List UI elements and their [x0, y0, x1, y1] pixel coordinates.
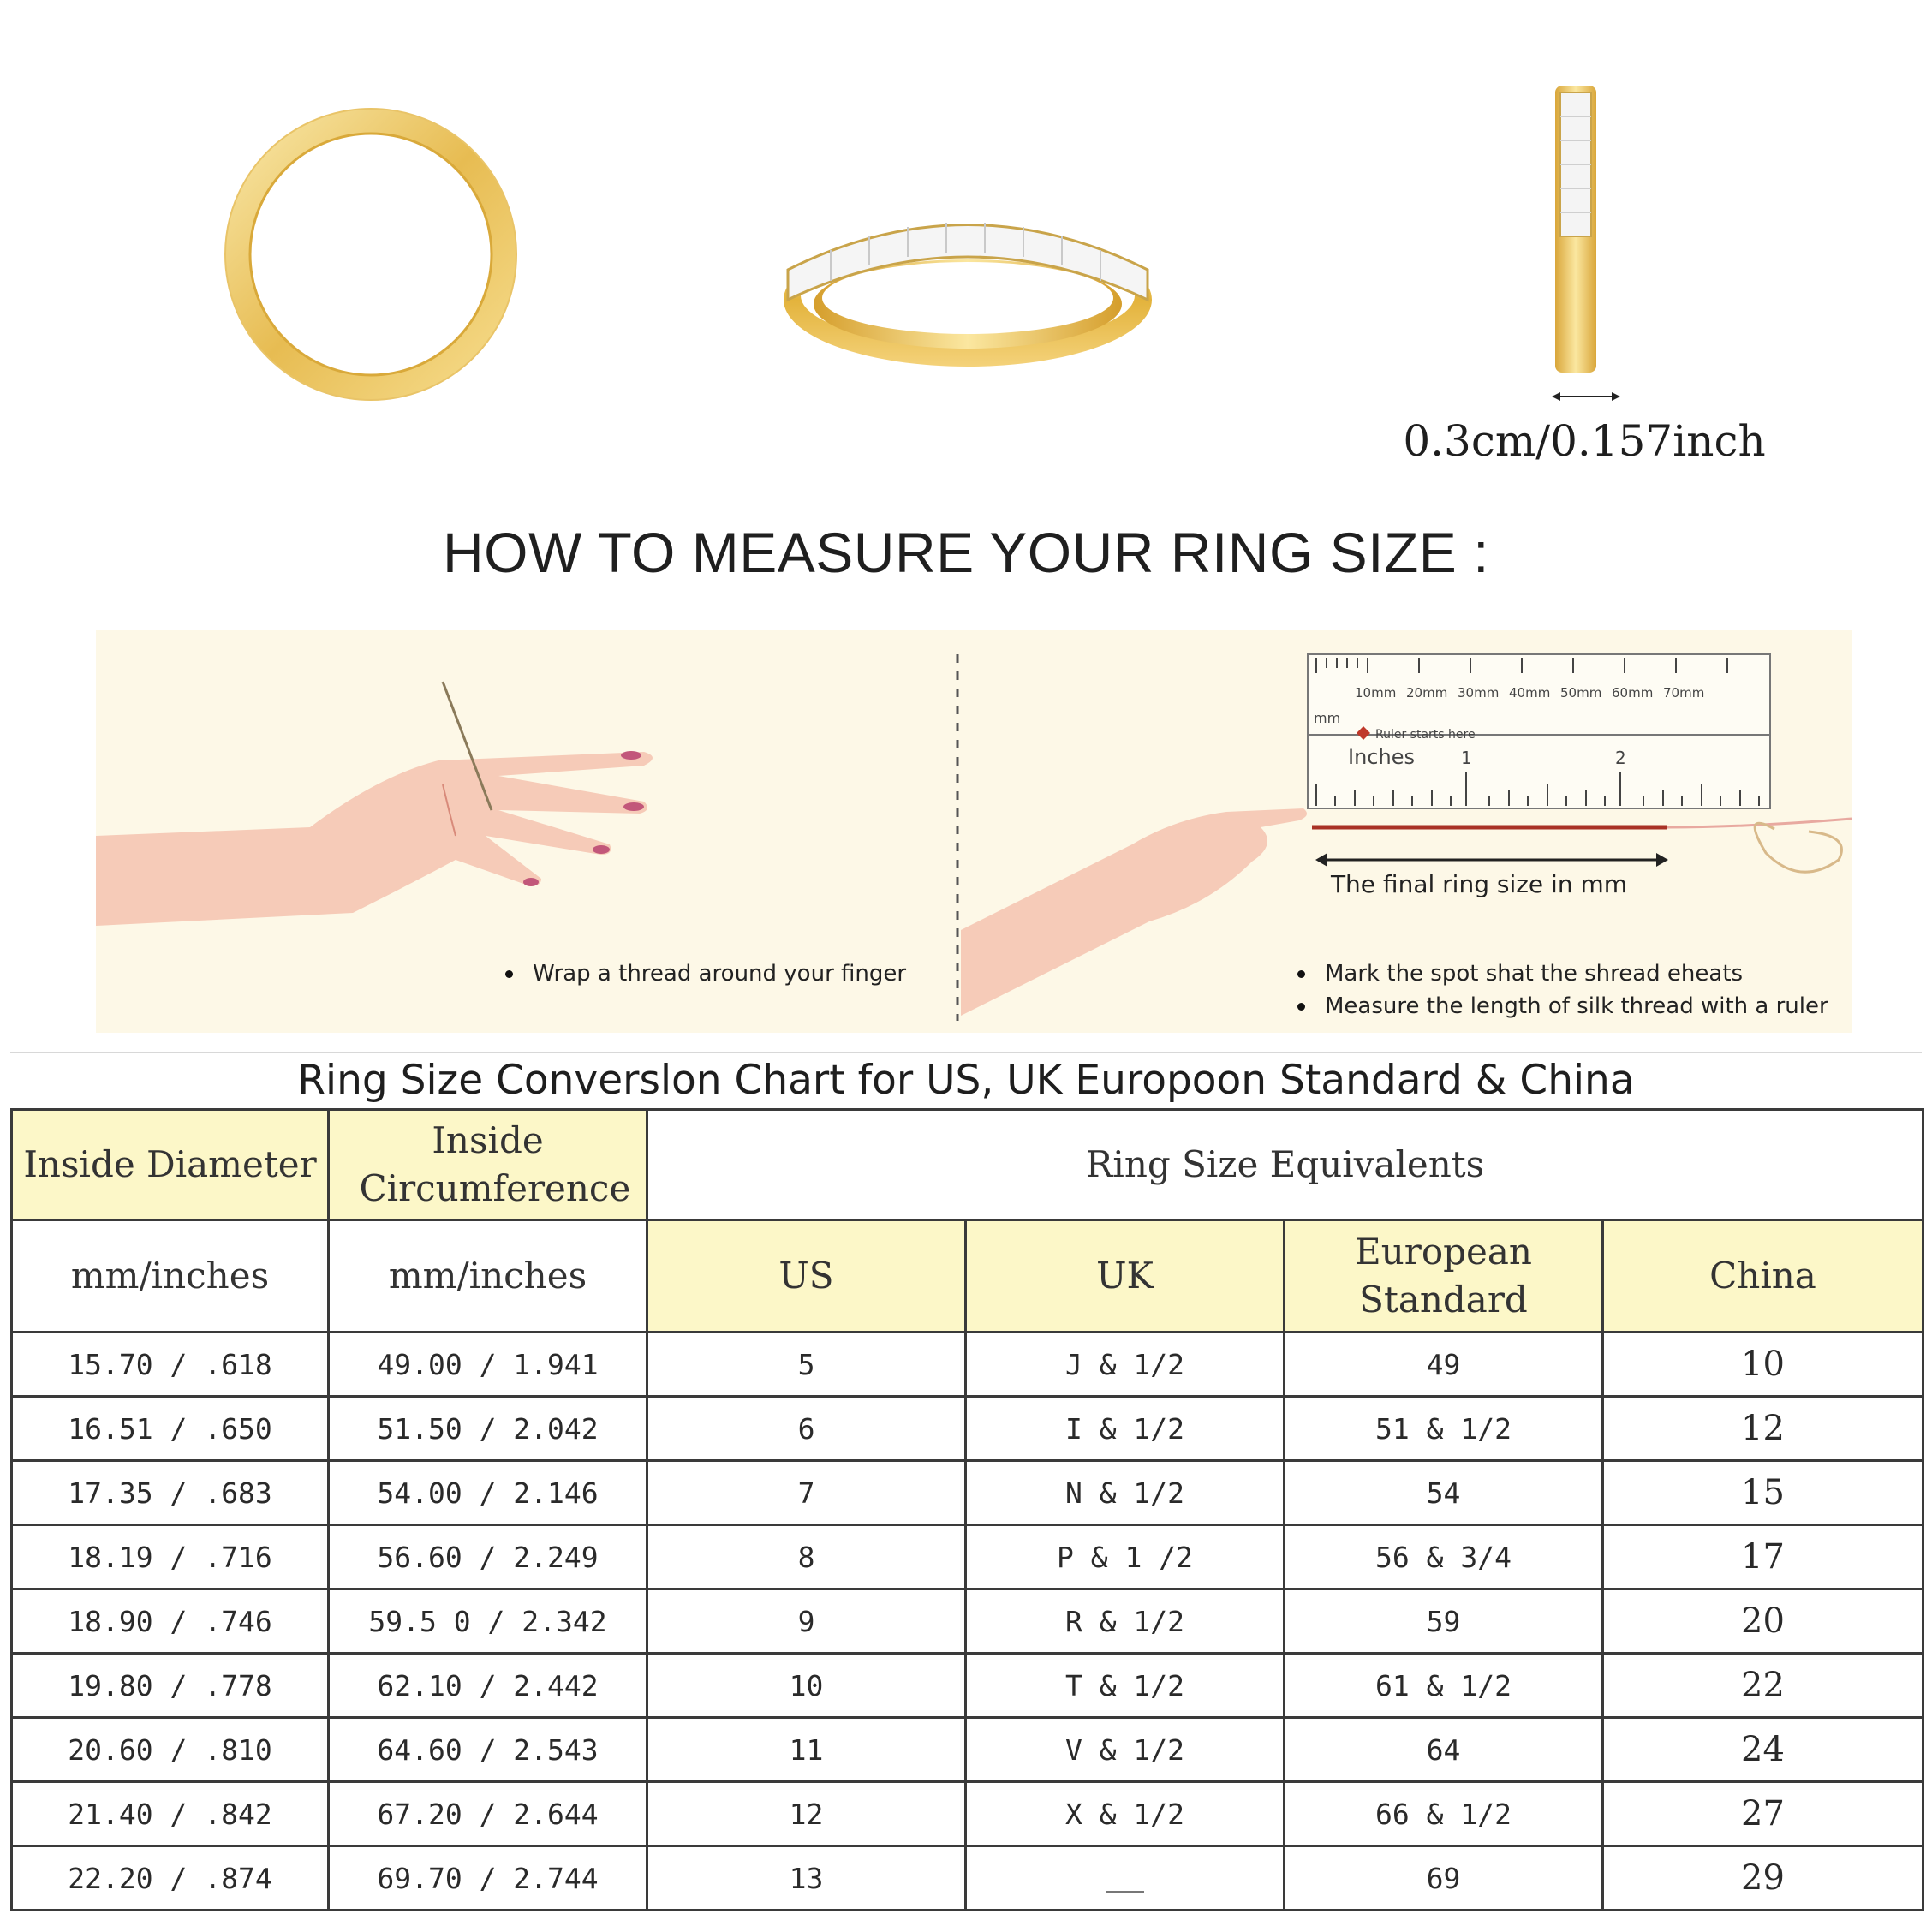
cell-china: 22 [1603, 1654, 1923, 1718]
table-row [12, 1782, 1923, 1846]
step-list-mark-measure [1291, 957, 1828, 1023]
table-header-row [12, 1110, 1923, 1220]
table-row [12, 1589, 1923, 1654]
no-size-dash [1106, 1891, 1144, 1893]
cell-china: 10 [1603, 1333, 1923, 1397]
cell-uk: N & 1/2 [966, 1461, 1285, 1525]
chart-title: Ring Size Converslon Chart for US, UK Europoon Standard & China [10, 1052, 1922, 1108]
cell-us: 12 [647, 1782, 966, 1846]
table-row [12, 1397, 1923, 1461]
ruler-mm-tick-30: 30mm [1458, 685, 1500, 701]
measure-instructions-panel [96, 630, 1852, 1033]
cell-european: 51 & 1/2 [1285, 1397, 1603, 1461]
ruler-inch-tick-1: 1 [1461, 748, 1472, 768]
cell-uk: J & 1/2 [966, 1333, 1285, 1397]
table-row [12, 1333, 1923, 1397]
table-row [12, 1718, 1923, 1782]
cell-china: 12 [1603, 1397, 1923, 1461]
final-size-arrow [1315, 853, 1668, 867]
ring-width-label: 0.3cm/0.157inch [1403, 416, 1766, 466]
ruler-mm-tick-40: 40mm [1509, 685, 1551, 701]
cell-circumference: 54.00 / 2.146 [329, 1461, 647, 1525]
cell-diameter: 19.80 / .778 [12, 1654, 329, 1718]
cell-china: 24 [1603, 1718, 1923, 1782]
ring-side-view-image [1550, 86, 1601, 377]
hand-with-ruler-illustration [961, 808, 1307, 1016]
cell-european: 61 & 1/2 [1285, 1654, 1603, 1718]
header-us: US [647, 1220, 966, 1333]
cell-circumference: 56.60 / 2.249 [329, 1525, 647, 1589]
table-row [12, 1654, 1923, 1718]
cell-uk: I & 1/2 [966, 1397, 1285, 1461]
cell-circumference: 69.70 / 2.744 [329, 1846, 647, 1911]
cell-us: 13 [647, 1846, 966, 1911]
cell-diameter: 18.19 / .716 [12, 1525, 329, 1589]
cell-circumference: 49.00 / 1.941 [329, 1333, 647, 1397]
step-wrap-thread: Wrap a thread around your finger [498, 957, 906, 990]
ruler-start-note: Ruler starts here [1375, 728, 1476, 742]
how-to-measure-heading: HOW TO MEASURE YOUR RING SIZE : [443, 521, 1489, 584]
cell-diameter: 17.35 / .683 [12, 1461, 329, 1525]
cell-uk [966, 1846, 1285, 1911]
ruler-illustration [1308, 654, 1770, 808]
hand-with-thread-illustration [96, 682, 653, 926]
ruler-mm-tick-10: 10mm [1355, 685, 1397, 701]
ring-product-views [0, 0, 1932, 497]
cell-us: 10 [647, 1654, 966, 1718]
ruler-mm-label: mm [1314, 710, 1341, 726]
cell-diameter: 22.20 / .874 [12, 1846, 329, 1911]
cell-china: 27 [1603, 1782, 1923, 1846]
cell-european: 49 [1285, 1333, 1603, 1397]
step-list-wrap [498, 957, 906, 990]
ruler-mm-tick-50: 50mm [1560, 685, 1602, 701]
ring-width-arrow [1552, 390, 1620, 403]
cell-european: 56 & 3/4 [1285, 1525, 1603, 1589]
cell-diameter: 15.70 / .618 [12, 1333, 329, 1397]
ruler-mm-tick-70: 70mm [1663, 685, 1705, 701]
table-subheader-row [12, 1220, 1923, 1333]
cell-china: 15 [1603, 1461, 1923, 1525]
cell-us: 11 [647, 1718, 966, 1782]
cell-european: 59 [1285, 1589, 1603, 1654]
cell-uk: T & 1/2 [966, 1654, 1285, 1718]
ruler-inch-tick-2: 2 [1615, 748, 1626, 768]
cell-us: 5 [647, 1333, 966, 1397]
table-row [12, 1846, 1923, 1911]
header-inside-circumference [329, 1110, 647, 1220]
cell-us: 6 [647, 1397, 966, 1461]
cell-diameter: 18.90 / .746 [12, 1589, 329, 1654]
cell-us: 7 [647, 1461, 966, 1525]
ruler-mm-tick-60: 60mm [1612, 685, 1654, 701]
header-uk: UK [966, 1220, 1285, 1333]
header-inside-circumference-label: Inside Circumference [359, 1119, 631, 1209]
cell-china: 29 [1603, 1846, 1923, 1911]
cell-diameter: 16.51 / .650 [12, 1397, 329, 1461]
cell-circumference: 64.60 / 2.543 [329, 1718, 647, 1782]
cell-diameter: 20.60 / .810 [12, 1718, 329, 1782]
cell-uk: X & 1/2 [966, 1782, 1285, 1846]
cell-us: 9 [647, 1589, 966, 1654]
ruler-mm-tick-20: 20mm [1406, 685, 1448, 701]
cell-circumference: 67.20 / 2.644 [329, 1782, 647, 1846]
cell-circumference: 51.50 / 2.042 [329, 1397, 647, 1461]
cell-uk: P & 1 /2 [966, 1525, 1285, 1589]
size-table [10, 1108, 1924, 1911]
cell-uk: R & 1/2 [966, 1589, 1285, 1654]
step-mark-spot: Mark the spot shat the shread eheats [1291, 957, 1828, 990]
header-ring-size-equivalents: Ring Size Equivalents [647, 1110, 1923, 1220]
cell-china: 20 [1603, 1589, 1923, 1654]
step-measure-thread: Measure the length of silk thread with a ruler [1291, 990, 1828, 1023]
cell-european: 54 [1285, 1461, 1603, 1525]
header-circumference-unit: mm/inches [329, 1220, 647, 1333]
ruler-inches-label: Inches [1348, 745, 1415, 769]
ring-size-conversion-chart [10, 1052, 1922, 1932]
cell-circumference: 59.5 0 / 2.342 [329, 1589, 647, 1654]
cell-european: 64 [1285, 1718, 1603, 1782]
header-european-label: European Standard [1355, 1231, 1532, 1321]
cell-us: 8 [647, 1525, 966, 1589]
ring-angled-view-image [771, 188, 1165, 377]
header-european [1285, 1220, 1603, 1333]
cell-china: 17 [1603, 1525, 1923, 1589]
silk-thread-illustration [1312, 819, 1852, 872]
header-inside-diameter: Inside Diameter [12, 1110, 329, 1220]
ring-top-view-image [224, 108, 517, 401]
cell-european: 66 & 1/2 [1285, 1782, 1603, 1846]
final-ring-size-caption: The final ring size in mm [1330, 870, 1628, 898]
header-diameter-unit: mm/inches [12, 1220, 329, 1333]
cell-european: 69 [1285, 1846, 1603, 1911]
table-row [12, 1461, 1923, 1525]
cell-circumference: 62.10 / 2.442 [329, 1654, 647, 1718]
cell-diameter: 21.40 / .842 [12, 1782, 329, 1846]
cell-uk: V & 1/2 [966, 1718, 1285, 1782]
header-china: China [1603, 1220, 1923, 1333]
table-row [12, 1525, 1923, 1589]
